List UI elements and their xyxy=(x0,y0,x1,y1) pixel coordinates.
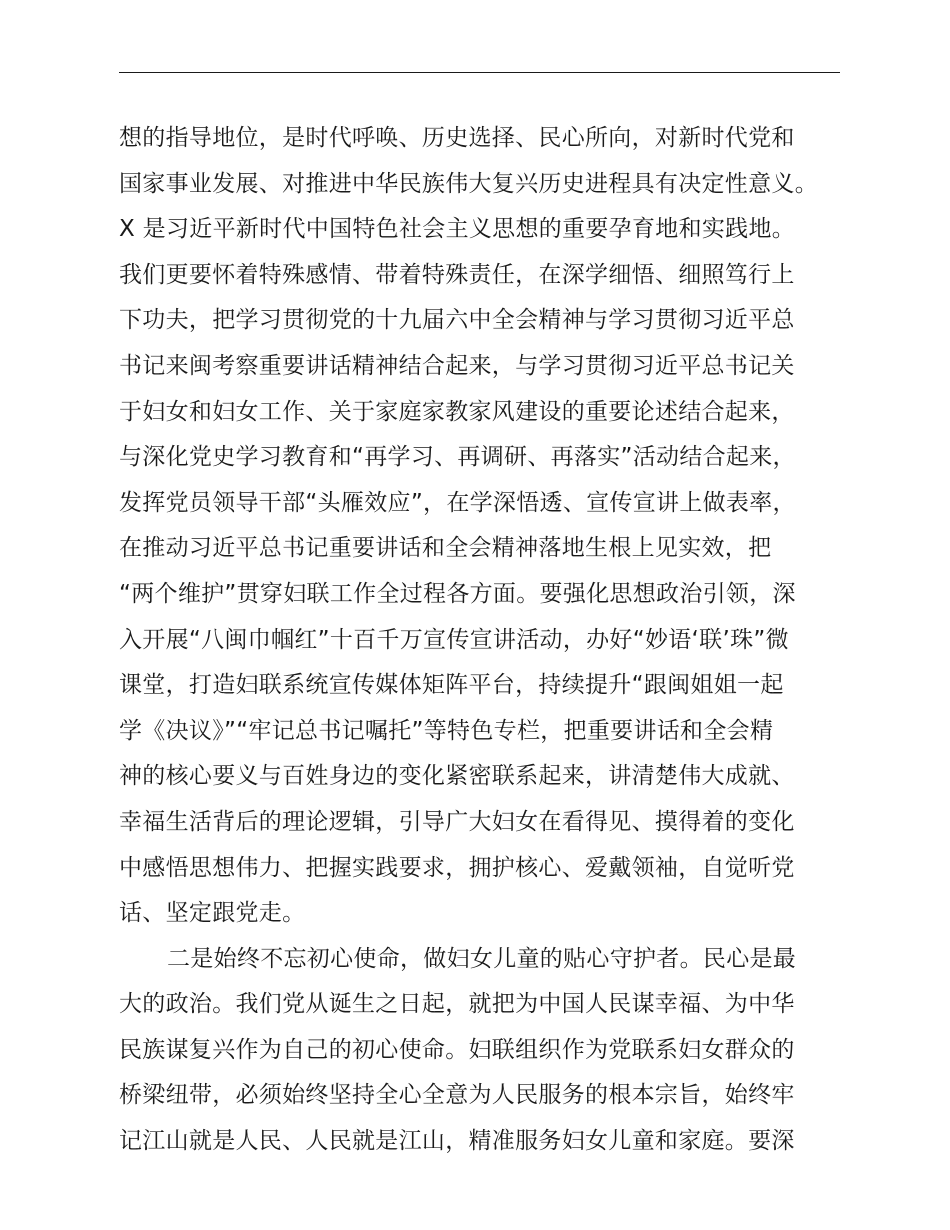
text-line: X 是习近平新时代中国特色社会主义思想的重要孕育地和实践地。 xyxy=(119,216,796,243)
text-line: 想的指导地位，是时代呼唤、历史选择、民心所向，对新时代党和 xyxy=(119,125,795,151)
text-line: 幸福生活背后的理论逻辑，引导广大妇女在看得见、摸得着的变化 xyxy=(119,808,795,835)
text-line: 书记来闽考察重要讲话精神结合起来，与学习贯彻习近平总书记关 xyxy=(119,352,795,379)
paragraph-start-line: 二是始终不忘初心使命，做妇女儿童的贴心守护者。民心是最 xyxy=(167,945,797,972)
body-text xyxy=(119,116,859,1165)
text-line: 发挥党员领导干部“头雁效应”，在学深悟透、宣传宣讲上做表率， xyxy=(119,489,796,516)
text-line: 入开展“八闽巾帼红”十百千万宣传宣讲活动，办好“妙语‘联’珠”微 xyxy=(119,626,789,653)
text-line: 国家事业发展、对推进中华民族伟大复兴历史进程具有决定性意义。 xyxy=(119,170,818,197)
text-line: 记江山就是人民、人民就是江山，精准服务妇女儿童和家庭。要深 xyxy=(119,1128,795,1155)
text-line: 下功夫，把学习贯彻党的十九届六中全会精神与学习贯彻习近平总 xyxy=(119,307,795,334)
text-line: 课堂，打造妇联系统宣传媒体矩阵平台，持续提升“跟闽姐姐一起 xyxy=(119,672,784,699)
text-line: “两个维护”贯穿妇联工作全过程各方面。要强化思想政治引领，深 xyxy=(119,580,796,607)
text-line: 大的政治。我们党从诞生之日起，就把为中国人民谋幸福、为中华 xyxy=(119,991,795,1018)
text-line: 民族谋复兴作为自己的初心使命。妇联组织作为党联系妇女群众的 xyxy=(119,1036,795,1063)
text-line: 我们更要怀着特殊感情、带着特殊责任，在深学细悟、细照笃行上 xyxy=(119,261,795,288)
text-line: 于妇女和妇女工作、关于家庭家教家风建设的重要论述结合起来， xyxy=(119,398,795,425)
text-line: 话、坚定跟党走。 xyxy=(119,900,306,927)
text-line: 学《决议》”“牢记总书记嘱托”等特色专栏，把重要讲话和全会精 xyxy=(119,717,774,744)
text-line: 桥梁纽带，必须始终坚持全心全意为人民服务的根本宗旨，始终牢 xyxy=(119,1082,795,1109)
text-line: 在推动习近平总书记重要讲话和全会精神落地生根上见实效，把 xyxy=(119,535,772,562)
header-rule xyxy=(119,72,840,73)
text-line: 中感悟思想伟力、把握实践要求，拥护核心、爱戴领袖，自觉听党 xyxy=(119,854,795,881)
text-line: 与深化党史学习教育和“再学习、再调研、再落实”活动结合起来， xyxy=(119,444,796,471)
text-line: 神的核心要义与百姓身边的变化紧密联系起来，讲清楚伟大成就、 xyxy=(119,763,795,790)
